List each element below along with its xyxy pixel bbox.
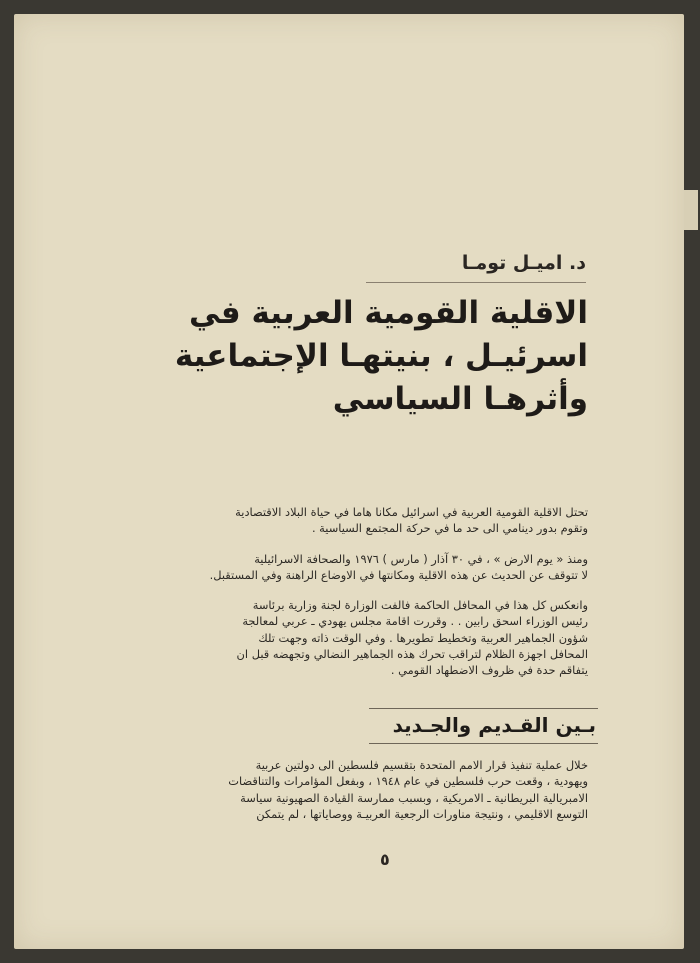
- section-paragraph: [123, 757, 588, 822]
- title-line-2: اسرئيـل ، بنيتهـا الإجتماعية: [174, 338, 588, 374]
- paragraph-2: [123, 551, 588, 584]
- page-edge-tab: [684, 190, 698, 230]
- paragraph-line: الامبريالية البريطانية ـ الامريكية ، وبسبب ممارسة القيادة الصهيونية سياسة: [240, 790, 588, 805]
- paragraph-line: وتقوم بدور دينامي الى حد ما في حركة المجتمع السياسية .: [311, 521, 588, 536]
- paragraph-line: رئيس الوزراء اسحق رابين . . وقررت اقامة مجلس يهودي ـ عربي لمعالجة: [242, 614, 588, 629]
- page-number: ٥: [380, 850, 390, 869]
- section-heading: بـين القـديم والجـديد: [369, 708, 598, 744]
- paragraph-line: شؤون الجماهير العربية وتخطيط تطويرها . وفي الوقت ذاته وجهت تلك: [258, 630, 588, 645]
- paragraph-line: ويهودية ، وقعت حرب فلسطين في عام ١٩٤٨ ، وبفعل المؤامرات والتناقضات: [228, 774, 588, 789]
- paragraph-line: ومنذ « يوم الارض » ، في ٣٠ آذار ( مارس ) ١٩٧٦ والصحافة الاسرائيلية: [254, 552, 588, 566]
- paragraph-line: خلال عملية تنفيذ قرار الامم المتحدة بتقسيم فلسطين الى دولتين عربية: [255, 758, 588, 772]
- paragraph-3: [123, 597, 588, 678]
- paragraph-line: لا تتوقف عن الحديث عن هذه الاقلية ومكانتها في الاوضاع الراهنة وفي المستقبل.: [209, 568, 588, 583]
- paragraph-line: يتفاقم حدة في ظروف الاضطهاد القومي .: [390, 663, 588, 678]
- document-page: [14, 14, 684, 949]
- paragraph-line: وانعكس كل هذا في المحافل الحاكمة فالفت الوزارة لجنة وزارية برئاسة: [252, 598, 588, 612]
- author-name: د. اميـل تومـا: [366, 252, 586, 283]
- title-line-1: الاقلية القومية العربية في: [189, 295, 588, 331]
- paragraph-line: التوسع الاقليمي ، ونتيجة مناورات الرجعية العربيـة ووصاياتها ، لم يتمكن: [256, 806, 588, 821]
- article-title: [118, 292, 588, 421]
- paragraph-line: المحافل اجهزة الظلام لتراقب تحرك هذه الجماهير النضالي وتجهضه قبل ان: [236, 646, 588, 661]
- paragraph-1: [123, 504, 588, 537]
- paragraph-line: تحتل الاقلية القومية العربية في اسرائيل مكانا هاما في حياة البلاد الاقتصادية: [235, 505, 588, 519]
- title-line-3: وأثرهـا السياسي: [332, 381, 588, 417]
